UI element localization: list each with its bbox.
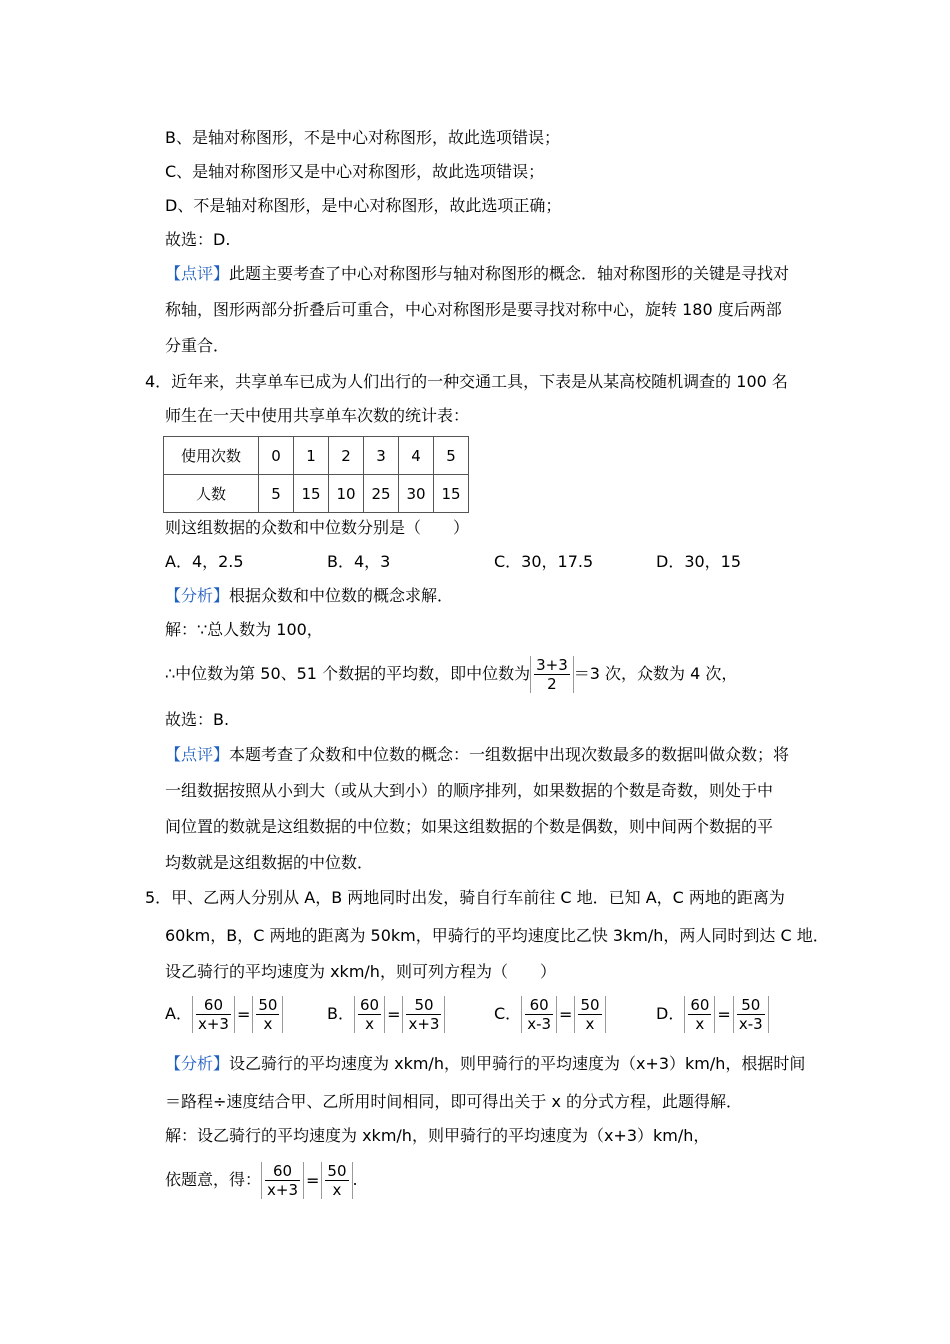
q4-question: 则这组数据的众数和中位数分别是（ ）: [165, 518, 470, 537]
q5-analysis-line2: ＝路程÷速度结合甲、乙所用时间相同，即可得出关于 x 的分式方程，此题得解．: [165, 1092, 743, 1111]
fraction: [321, 1162, 352, 1199]
fraction: [574, 996, 605, 1033]
fraction-denominator: x: [332, 1181, 342, 1199]
option-label: B．: [327, 1004, 354, 1023]
fraction-numerator: 50: [580, 996, 600, 1014]
q5-option-d: [656, 996, 769, 1033]
review-text: 此题主要考查了中心对称图形与轴对称图形的概念．轴对称图形的关键是寻找对: [229, 264, 790, 283]
table-cell: 5: [434, 437, 469, 475]
q4-review-line1: [165, 745, 789, 765]
analysis-text: 根据众数和中位数的概念求解．: [229, 586, 454, 605]
fraction-numerator: 60: [196, 996, 231, 1015]
analysis-tag: 【分析】: [165, 1054, 230, 1073]
q5-option-c: [494, 996, 606, 1033]
q4-option-c: C．30，17.5: [494, 552, 594, 571]
fraction-denominator: x-3: [738, 1015, 763, 1033]
review-text: 本题考查了众数和中位数的概念：一组数据中出现次数最多的数据叫做众数；将: [229, 745, 790, 764]
review-q3-line2: 称轴，图形两部分折叠后可重合，中心对称图形是要寻找对称中心，旋转 180 度后两部: [165, 300, 782, 319]
q4-review-line2: 一组数据按照从小到大（或从大到小）的顺序排列，如果数据的个数是奇数，则处于中: [165, 781, 774, 800]
usage-table: [163, 436, 469, 513]
fraction-denominator: x: [695, 1015, 705, 1033]
q5-stem-line1: 5．甲、乙两人分别从 A，B 两地同时出发，骑自行车前往 C 地．已知 A，C 两地的距离为: [145, 888, 785, 907]
solution-text: .: [352, 1170, 358, 1189]
line-choose: 故选：D.: [165, 230, 231, 249]
review-q3-line3: 分重合．: [165, 336, 230, 355]
q5-stem-line2: 60km，B，C 两地的距离为 50km，甲骑行的平均速度比乙快 3km/h，两人同时到达 C 地．: [165, 926, 829, 945]
q4-choose: 故选：B.: [165, 710, 230, 729]
q5-solution-line1: 解：设乙骑行的平均速度为 xkm/h，则甲骑行的平均速度为（x+3）km/h，: [165, 1126, 710, 1145]
q5-solution-line2: [165, 1160, 358, 1201]
analysis-text: 设乙骑行的平均速度为 xkm/h，则甲骑行的平均速度为（x+3）km/h，根据时间: [229, 1054, 806, 1073]
q4-stem-line2: 师生在一天中使用共享单车次数的统计表：: [165, 406, 470, 425]
table-cell: 30: [399, 475, 434, 513]
fraction: [402, 996, 445, 1033]
review-q3-line1: [165, 264, 789, 284]
fraction-denominator: x+3: [408, 1015, 440, 1033]
fraction-denominator: x+3: [267, 1181, 299, 1199]
table-cell: 2: [329, 437, 364, 475]
q5-stem-line3: 设乙骑行的平均速度为 xkm/h，则可列方程为（ ）: [165, 962, 556, 981]
table-cell: 5: [259, 475, 294, 513]
fraction-numerator: 3+3: [536, 656, 568, 674]
table-header-cell: 人数: [164, 475, 259, 513]
solution-text: 依题意，得：: [165, 1170, 262, 1189]
q4-review-line4: 均数就是这组数据的中位数．: [165, 853, 374, 872]
table-cell: 1: [294, 437, 329, 475]
fraction-denominator: x-3: [527, 1015, 552, 1033]
fraction-numerator: 60: [265, 1162, 300, 1181]
q5-option-b: [327, 996, 445, 1033]
median-fraction: [530, 656, 574, 693]
fraction-numerator: 50: [406, 996, 441, 1015]
option-label: A．: [165, 1004, 192, 1023]
table-row: [164, 437, 469, 475]
fraction-denominator: 2: [547, 675, 557, 693]
q4-option-d: D．30，15: [656, 552, 742, 571]
fraction-numerator: 60: [359, 996, 380, 1014]
q4-stem-line1: 4．近年来，共享单车已成为人们出行的一种交通工具，下表是从某高校随机调查的 100 名: [145, 372, 788, 391]
option-label: D．: [656, 1004, 685, 1023]
fraction: [354, 996, 385, 1033]
fraction-denominator: x: [365, 1015, 374, 1033]
table-row: [164, 475, 469, 513]
fraction-numerator: 50: [258, 996, 278, 1014]
fraction-numerator: 50: [327, 1162, 347, 1180]
q4-solution-line1: 解：∵总人数为 100，: [165, 620, 323, 639]
review-tag: 【点评】: [165, 745, 230, 764]
fraction-numerator: 60: [690, 996, 710, 1014]
fraction: [261, 1162, 304, 1199]
review-tag: 【点评】: [165, 264, 230, 283]
table-cell: 25: [364, 475, 399, 513]
fraction: [192, 996, 235, 1033]
q5-analysis-line1: [165, 1054, 805, 1074]
q4-review-line3: 间位置的数就是这组数据的中位数；如果这组数据的个数是偶数，则中间两个数据的平: [165, 817, 774, 836]
analysis-tag: 【分析】: [165, 586, 230, 605]
equals-sign: =: [559, 1004, 573, 1024]
equals-sign: =: [306, 1170, 320, 1190]
q4-option-a: A．4，2.5: [165, 552, 244, 571]
fraction: [521, 996, 557, 1033]
fraction-denominator: x: [585, 1015, 595, 1033]
option-label: C．: [494, 1004, 522, 1023]
fraction-numerator: 60: [525, 996, 553, 1015]
fraction: [684, 996, 715, 1033]
q4-solution-line2: [165, 654, 737, 694]
q5-option-a: [165, 996, 283, 1033]
table-cell: 15: [434, 475, 469, 513]
q4-option-b: B．4，3: [327, 552, 391, 571]
line-option-d: D、不是轴对称图形，是中心对称图形，故此选项正确；: [165, 196, 562, 215]
fraction-numerator: 50: [737, 996, 765, 1015]
table-cell: 4: [399, 437, 434, 475]
fraction-denominator: x: [263, 1015, 273, 1033]
fraction: [252, 996, 283, 1033]
equals-sign: =: [236, 1004, 251, 1024]
line-option-b: B、是轴对称图形，不是中心对称图形，故此选项错误；: [165, 128, 560, 147]
line-option-c: C、是轴对称图形又是中心对称图形，故此选项错误；: [165, 162, 545, 181]
table-cell: 0: [259, 437, 294, 475]
table-cell: 15: [294, 475, 329, 513]
table-cell: 10: [329, 475, 364, 513]
equals-sign: =: [717, 1004, 731, 1024]
fraction-denominator: x+3: [197, 1015, 229, 1033]
solution-text: ∴中位数为第 50、51 个数据的平均数，即中位数为: [165, 664, 531, 683]
table-header-cell: 使用次数: [164, 437, 259, 475]
q4-analysis: [165, 586, 453, 606]
solution-text: ＝3 次，众数为 4 次，: [573, 664, 738, 683]
fraction: [733, 996, 769, 1033]
equals-sign: =: [387, 1004, 401, 1024]
table-cell: 3: [364, 437, 399, 475]
